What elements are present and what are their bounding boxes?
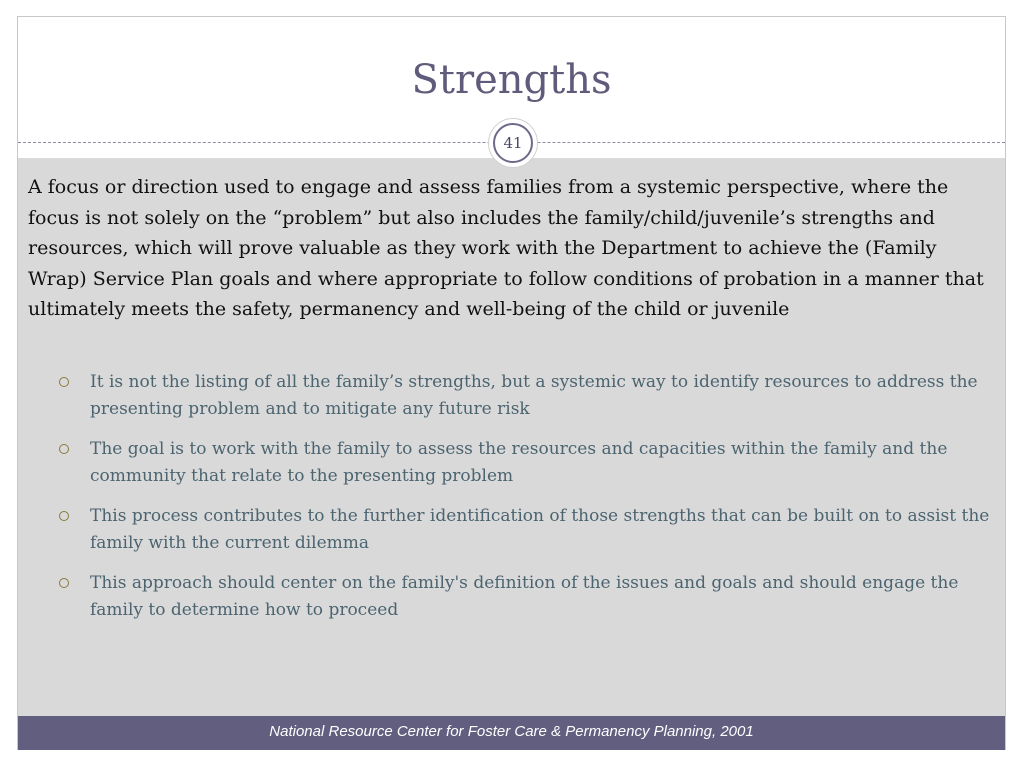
intro-paragraph: A focus or direction used to engage and assess families from a systemic perspective, where the focus is not solely on the “problem” but also includes the family/child/juvenile’s strengths and resources, which will prove valuable as they work with the Department to achieve the (Family Wrap) Service Plan goals and where appropriate to follow conditions of probation in a manner that ultimately meets the safety, permanency and well-being of the child or juvenile <box>28 176 984 320</box>
bullet-text: The goal is to work with the family to assess the resources and capacities within the family and the community that relate to the presenting problem <box>90 439 948 486</box>
hollow-circle-icon <box>59 377 69 387</box>
list-item <box>58 570 996 624</box>
footer-bar <box>18 716 1005 750</box>
list-item <box>58 436 996 490</box>
slide <box>17 16 1006 750</box>
list-item <box>58 503 996 557</box>
slide-number-badge <box>488 118 538 168</box>
bullet-text: This process contributes to the further identification of those strengths that can be built on to assist the family with the current dilemma <box>90 506 990 553</box>
list-item <box>58 369 996 423</box>
bullet-text: This approach should center on the family's definition of the issues and goals and should engage the family to determine how to proceed <box>90 573 959 620</box>
footer-text: National Resource Center for Foster Care & Permanency Planning, 2001 <box>269 723 754 740</box>
slide-number: 41 <box>493 123 533 163</box>
slide-title: Strengths <box>411 57 612 103</box>
hollow-circle-icon <box>59 444 69 454</box>
bullet-list <box>58 369 996 637</box>
bullet-text: It is not the listing of all the family’s strengths, but a systemic way to identify resources to address the presenting problem and to mitigate any future risk <box>90 372 978 419</box>
hollow-circle-icon <box>59 578 69 588</box>
hollow-circle-icon <box>59 511 69 521</box>
